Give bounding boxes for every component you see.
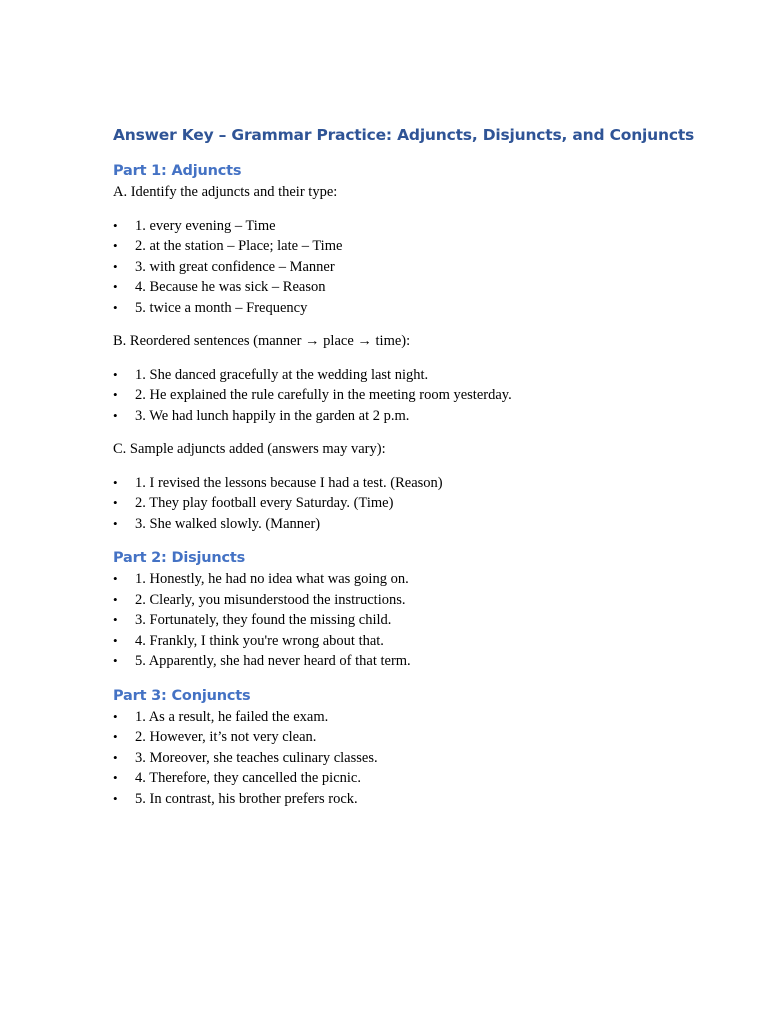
list-item: • 5. twice a month – Frequency [113,298,713,319]
part1-heading: Part 1: Adjuncts [113,163,242,179]
document-page [113,124,713,822]
part2-list [113,569,713,672]
list-item: • 4. Frankly, I think you're wrong about that. [113,631,713,652]
bullet-icon: • [113,407,118,423]
document-title: Answer Key – Grammar Practice: Adjuncts, Disjuncts, and Conjuncts [113,126,695,144]
part1-a-label: A. Identify the adjuncts and their type: [113,184,338,200]
list-item: • 3. We had lunch happily in the garden at 2 p.m. [113,406,713,427]
part1-a-list [113,216,713,319]
list-item: • 2. at the station – Place; late – Time [113,236,713,257]
bullet-icon: • [113,279,118,294]
list-item: • 2. He explained the rule carefully in the meeting room yesterday. [113,385,713,406]
bullet-icon: • [113,387,118,402]
bullet-icon: • [113,474,118,490]
part3-heading: Part 3: Conjuncts [113,687,251,704]
list-item: • 4. Because he was sick – Reason [113,277,713,298]
bullet-icon: • [113,653,118,668]
list-item: • 2. Clearly, you misunderstood the instructions. [113,590,713,611]
list-item: • 3. with great confidence – Manner [113,257,713,278]
list-item: • 1. She danced gracefully at the wedding last night. [113,365,713,386]
bullet-icon: • [113,632,118,648]
bullet-icon: • [113,708,118,724]
part1-c-list [113,473,713,535]
part1-c-label: C. Sample adjuncts added (answers may vary): [113,441,386,457]
bullet-icon: • [113,495,118,510]
list-item: • 1. I revised the lessons because I had a test. (Reason) [113,473,713,494]
list-item: • 1. every evening – Time [113,216,713,237]
bullet-icon: • [113,770,118,785]
bullet-icon: • [113,571,118,586]
list-item: • 3. Moreover, she teaches culinary classes. [113,748,713,769]
bullet-icon: • [113,612,118,627]
list-item: • 2. However, it’s not very clean. [113,727,713,748]
list-item: • 1. As a result, he failed the exam. [113,707,713,728]
list-item: • 2. They play football every Saturday. (Time) [113,493,713,514]
list-item: • 5. In contrast, his brother prefers rock. [113,789,713,810]
list-item: • 4. Therefore, they cancelled the picnic. [113,768,713,789]
list-item: • 3. She walked slowly. (Manner) [113,514,713,535]
bullet-icon: • [113,238,118,253]
bullet-icon: • [113,749,118,765]
list-item: • 1. Honestly, he had no idea what was going on. [113,569,713,590]
part3-list [113,707,713,810]
part2-heading: Part 2: Disjuncts [113,550,246,566]
part1-b-list [113,365,713,427]
bullet-icon: • [113,258,118,274]
bullet-icon: • [113,217,118,233]
list-item: • 5. Apparently, she had never heard of that term. [113,651,713,672]
bullet-icon: • [113,299,118,315]
bullet-icon: • [113,366,118,382]
bullet-icon: • [113,591,118,607]
list-item: • 3. Fortunately, they found the missing child. [113,610,713,631]
bullet-icon: • [113,729,118,744]
bullet-icon: • [113,515,118,531]
part1-b-label: B. Reordered sentences (manner → place → time): [113,333,411,349]
bullet-icon: • [113,790,118,806]
